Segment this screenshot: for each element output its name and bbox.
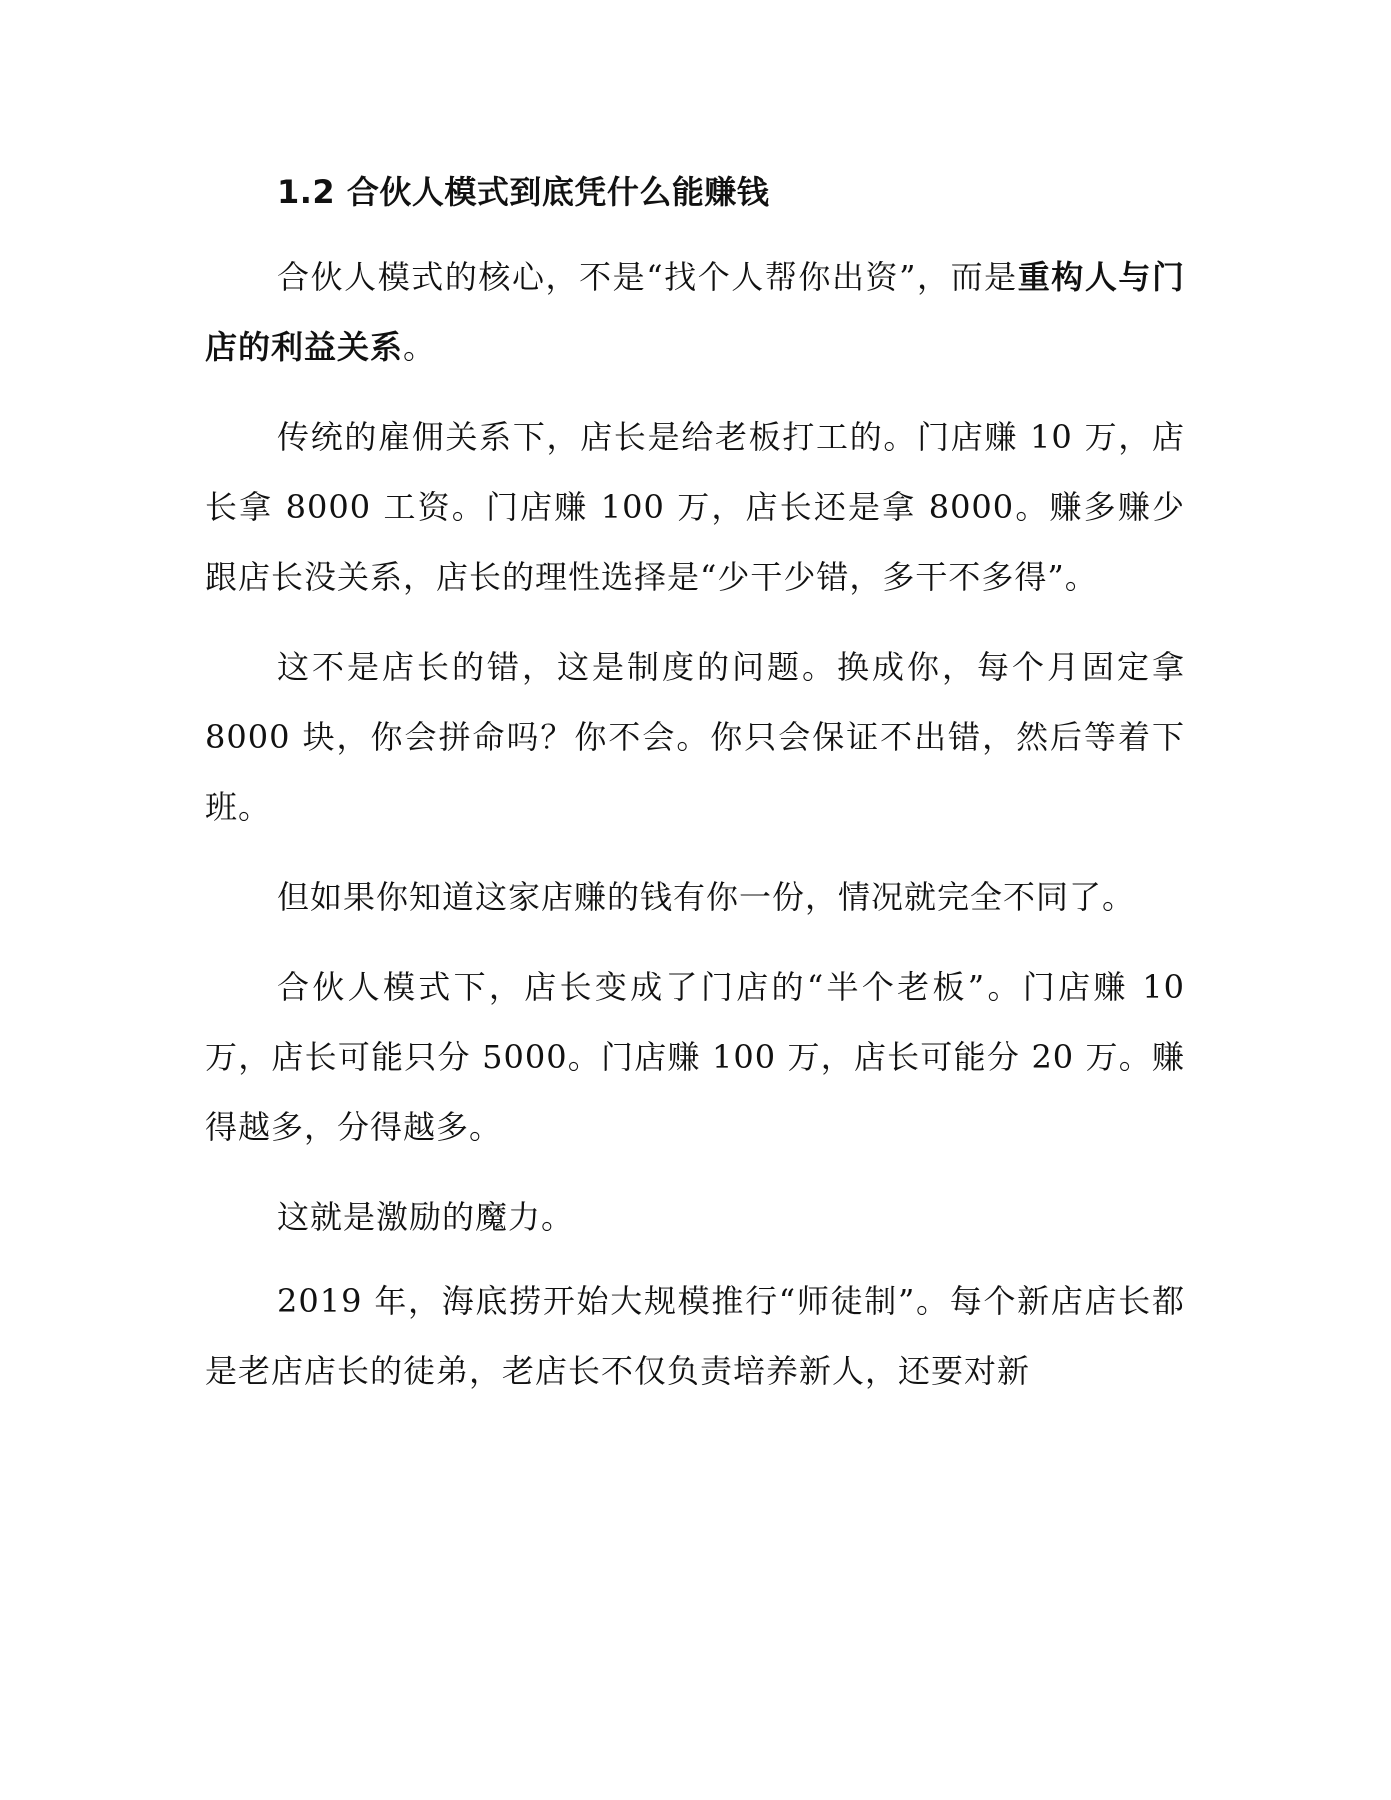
paragraph-employment: 传统的雇佣关系下，店长是给老板打工的。门店赚 10 万，店长拿 8000 工资。门店赚 100 万，店长还是拿 8000。赚多赚少跟店长没关系，店长的理性选择是“少干少错，多干不多得”。 [205, 418, 1185, 596]
paragraph-core-emphasis: 重构人与门店的利益关系 [205, 258, 1185, 366]
paragraph-partner: 合伙人模式下，店长变成了门店的“半个老板”。门店赚 10 万，店长可能只分 5000。门店赚 100 万，店长可能分 20 万。赚得越多，分得越多。 [205, 968, 1185, 1146]
paragraph-core-end: 。 [403, 328, 437, 366]
paragraph-system: 这不是店长的错，这是制度的问题。换成你，每个月固定拿 8000 块，你会拼命吗？你不会。你只会保证不出错，然后等着下班。 [205, 648, 1185, 826]
paragraph-incentive: 这就是激励的魔力。 [277, 1198, 575, 1236]
section-heading: 1.2 合伙人模式到底凭什么能赚钱 [277, 173, 770, 211]
paragraph-core-text: 合伙人模式的核心，不是“找个人帮你出资”，而是 [277, 258, 1018, 296]
document-body [205, 168, 1185, 1426]
paragraph-share: 但如果你知道这家店赚的钱有你一份，情况就完全不同了。 [277, 878, 1136, 916]
paragraph-haidilao: 2019 年，海底捞开始大规模推行“师徒制”。每个新店店长都是老店店长的徒弟，老店长不仅负责培养新人，还要对新 [205, 1282, 1185, 1390]
paragraph-core [205, 242, 1185, 382]
